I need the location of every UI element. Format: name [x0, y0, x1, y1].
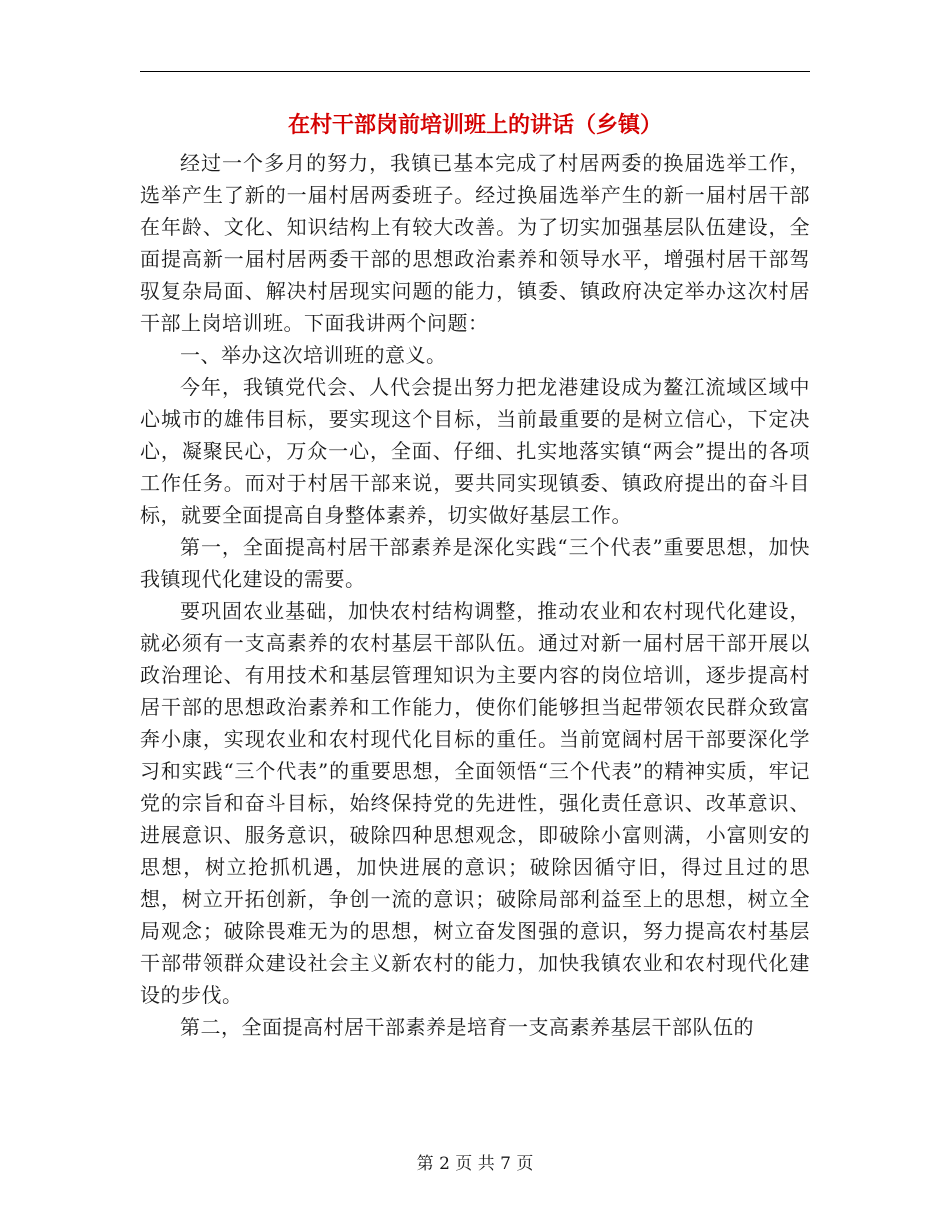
paragraph-point-two: 第二，全面提高村居干部素养是培育一支高素养基层干部队伍的 [180, 1015, 754, 1039]
paragraph-point-one-detail: 要巩固农业基础，加快农村结构调整，推动农业和农村现代化建设，就必须有一支高素养的农村基层干部队伍。通过对新一届村居干部开展以政治理论、有用技术和基层管理知识为主要内容的岗位培训，逐步提高村居干部的思想政治素养和工作能力，使你们能够担当起带领农民群众致富奔小康，实现农业和农村现代化目标的重任。当前宽阔村居干部要深化学习和实践“三个代表”的重要思想，全面领悟“三个代表”的精神实质，牢记党的宗旨和奋斗目标，始终保持党的先进性，强化责任意识、改革意识、进展意识、服务意识，破除四种思想观念，即破除小富则满，小富则安的思想，树立抢抓机遇，加快进展的意识；破除因循守旧，得过且过的思想，树立开拓创新，争创一流的意识；破除局部利益至上的思想，树立全局观念；破除畏难无为的思想，树立奋发图强的意识，努力提高农村基层干部带领群众建设社会主义新农村的能力，加快我镇农业和农村现代化建设的步伐。 [140, 599, 810, 1007]
document-body [140, 147, 810, 1043]
paragraph-point-one: 第一，全面提高村居干部素养是深化实践“三个代表”重要思想，加快我镇现代化建设的需要。 [140, 535, 810, 591]
document-title: 在村干部岗前培训班上的讲话（乡镇） [287, 113, 662, 138]
page-number-footer: 第 2 页 共 7 页 [416, 1154, 534, 1174]
paragraph-section-heading: 一、举办这次培训班的意义。 [180, 343, 447, 367]
paragraph-goal: 今年，我镇党代会、人代会提出努力把龙港建设成为鳌江流域区域中心城市的雄伟目标，要实现这个目标，当前最重要的是树立信心，下定决心，凝聚民心，万众一心，全面、仔细、扎实地落实镇“两会”提出的各项工作任务。而对于村居干部来说，要共同实现镇委、镇政府提出的奋斗目标，就要全面提高自身整体素养，切实做好基层工作。 [140, 375, 810, 527]
paragraph-intro: 经过一个多月的努力，我镇已基本完成了村居两委的换届选举工作，选举产生了新的一届村居两委班子。经过换届选举产生的新一届村居干部在年龄、文化、知识结构上有较大改善。为了切实加强基层队伍建设，全面提高新一届村居两委干部的思想政治素养和领导水平，增强村居干部驾驭复杂局面、解决村居现实问题的能力，镇委、镇政府决定举办这次村居干部上岗培训班。下面我讲两个问题： [140, 151, 810, 335]
header-rule [140, 71, 810, 72]
